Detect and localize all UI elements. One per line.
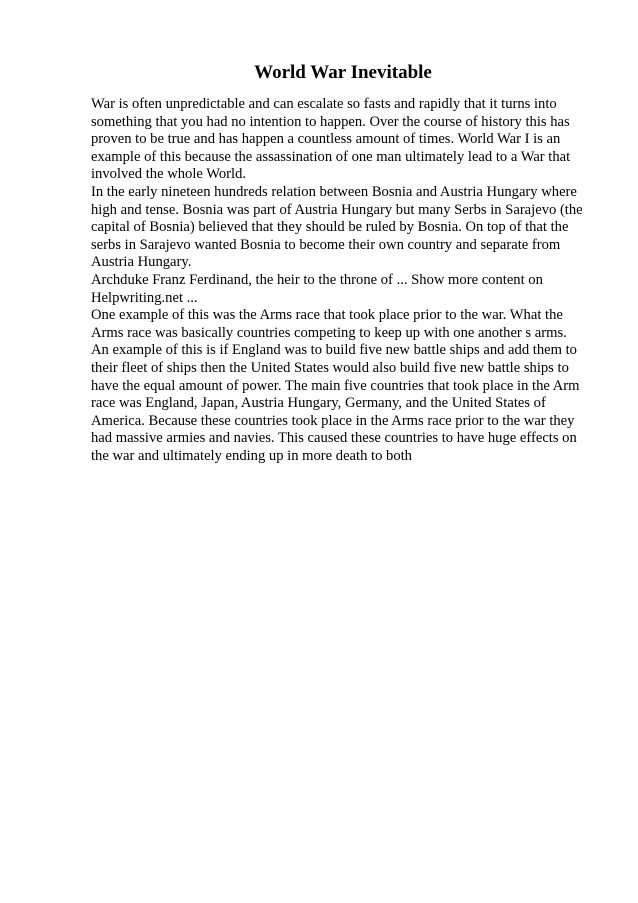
text-line: War is often unpredictable and can escalate so fasts and rapidly that it turns into [91, 96, 557, 112]
text-line: serbs in Sarajevo wanted Bosnia to become their own country and separate from [91, 236, 561, 253]
text-line: have the equal amount of power. The main five countries that took place in the Arm [91, 377, 580, 394]
document-body [91, 96, 591, 465]
text-line: One example of this was the Arms race that took place prior to the war. What the [91, 307, 563, 324]
text-line: In the early nineteen hundreds relation between Bosnia and Austria Hungary where [91, 183, 577, 200]
text-line: America. Because these countries took place in the Arms race prior to the war they [91, 412, 575, 429]
text-line: their fleet of ships then the United States would also build five new battle ships to [91, 359, 569, 376]
text-line: Austria Hungary. [91, 254, 192, 271]
text-line: Helpwriting.net ... [91, 289, 198, 306]
text-line: An example of this is if England was to build five new battle ships and add them to [91, 342, 577, 359]
text-line: example of this because the assassination of one man ultimately lead to a War that [91, 148, 571, 165]
text-line: high and tense. Bosnia was part of Austria Hungary but many Serbs in Sarajevo (the [91, 201, 583, 218]
text-line: Arms race was basically countries competing to keep up with one another s arms. [91, 324, 567, 341]
text-line: capital of Bosnia) believed that they should be ruled by Bosnia. On top of that the [91, 219, 569, 236]
text-line: Archduke Franz Ferdinand, the heir to the throne of ... Show more content on [91, 271, 543, 288]
text-line: the war and ultimately ending up in more death to both [91, 447, 412, 464]
text-line: had massive armies and navies. This caused these countries to have huge effects on [91, 430, 577, 447]
text-line: involved the whole World. [91, 166, 247, 183]
page-title: World War Inevitable [254, 62, 432, 83]
text-line: proven to be true and has happen a countless amount of times. World War I is an [91, 131, 561, 148]
text-line: race was England, Japan, Austria Hungary, Germany, and the United States of [91, 395, 546, 412]
text-line: something that you had no intention to happen. Over the course of history this has [91, 113, 570, 130]
